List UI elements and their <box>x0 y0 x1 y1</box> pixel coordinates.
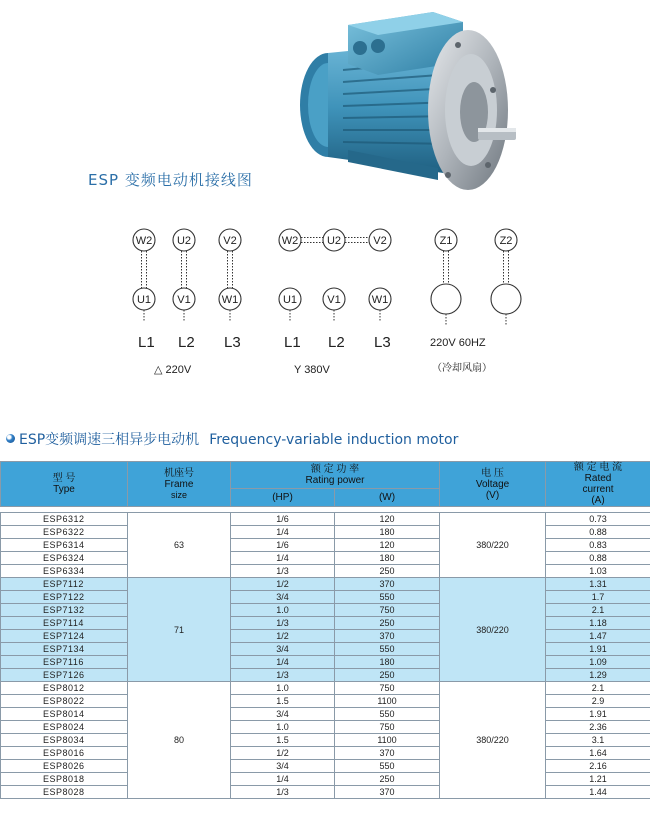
table-row <box>1 786 650 799</box>
delta-top-terminal-label: U2 <box>176 235 192 247</box>
cell-frame: 71 <box>128 578 231 682</box>
cell-hp: 1/3 <box>231 617 335 630</box>
cell-type: ESP6312 <box>1 513 128 526</box>
cell-type: ESP7114 <box>1 617 128 630</box>
cell-w: 1100 <box>335 734 440 747</box>
cell-w: 370 <box>335 747 440 760</box>
star-line-label: L1 <box>284 334 301 351</box>
delta-top-terminal-label: V2 <box>223 235 237 247</box>
star-line-label: L2 <box>328 334 345 351</box>
cell-w: 370 <box>335 578 440 591</box>
cell-w: 250 <box>335 773 440 786</box>
cell-current: 1.21 <box>546 773 650 786</box>
cell-hp: 1.0 <box>231 682 335 695</box>
cell-current: 1.18 <box>546 617 650 630</box>
header-hp: (HP) <box>231 488 335 506</box>
table-row <box>1 552 650 565</box>
cell-current: 1.91 <box>546 643 650 656</box>
cell-w: 550 <box>335 760 440 773</box>
table-row <box>1 565 650 578</box>
star-caption: Y 380V <box>294 364 330 376</box>
cell-current: 1.47 <box>546 630 650 643</box>
fan-terminal-label: Z2 <box>499 235 513 247</box>
table-row <box>1 630 650 643</box>
cell-current: 1.31 <box>546 578 650 591</box>
header-power: 额 定 功 率 Rating power <box>231 462 440 489</box>
delta-bottom-terminal-label: U1 <box>136 294 152 306</box>
cell-type: ESP7126 <box>1 669 128 682</box>
table-row <box>1 773 650 786</box>
cell-type: ESP7122 <box>1 591 128 604</box>
cell-hp: 1/4 <box>231 526 335 539</box>
cell-hp: 1/2 <box>231 747 335 760</box>
table-row <box>1 539 650 552</box>
table-row <box>1 669 650 682</box>
cell-hp: 1.0 <box>231 604 335 617</box>
cell-w: 750 <box>335 604 440 617</box>
cell-hp: 1.5 <box>231 695 335 708</box>
cell-current: 2.16 <box>546 760 650 773</box>
cell-w: 180 <box>335 656 440 669</box>
cell-current: 3.1 <box>546 734 650 747</box>
cell-voltage: 380/220 <box>440 578 546 682</box>
star-top-terminal-label: U2 <box>326 235 342 247</box>
cell-current: 2.9 <box>546 695 650 708</box>
delta-line-label: L3 <box>224 334 241 351</box>
cell-type: ESP7132 <box>1 604 128 617</box>
fan-note: （冷却风扇） <box>432 363 492 374</box>
cell-w: 180 <box>335 526 440 539</box>
cell-voltage: 380/220 <box>440 682 546 799</box>
table-row <box>1 591 650 604</box>
cell-type: ESP6314 <box>1 539 128 552</box>
cell-w: 370 <box>335 786 440 799</box>
cell-hp: 1/6 <box>231 513 335 526</box>
cell-current: 1.64 <box>546 747 650 760</box>
cell-type: ESP6324 <box>1 552 128 565</box>
cell-w: 750 <box>335 682 440 695</box>
cell-hp: 1/3 <box>231 786 335 799</box>
cell-hp: 3/4 <box>231 591 335 604</box>
cell-frame: 80 <box>128 682 231 799</box>
table-row <box>1 526 650 539</box>
cell-hp: 3/4 <box>231 760 335 773</box>
cell-w: 180 <box>335 552 440 565</box>
table-row <box>1 617 650 630</box>
cell-w: 550 <box>335 643 440 656</box>
cell-w: 250 <box>335 617 440 630</box>
fan-terminal-label: Z1 <box>439 235 453 247</box>
table-row <box>1 721 650 734</box>
cell-w: 550 <box>335 708 440 721</box>
cell-current: 1.03 <box>546 565 650 578</box>
spec-table-header <box>1 462 650 507</box>
cell-type: ESP8012 <box>1 682 128 695</box>
cell-type: ESP8016 <box>1 747 128 760</box>
star-bottom-terminal-label: U1 <box>282 294 298 306</box>
cell-hp: 1.0 <box>231 721 335 734</box>
table-row <box>1 747 650 760</box>
cell-voltage: 380/220 <box>440 513 546 578</box>
cell-current: 0.83 <box>546 539 650 552</box>
cell-hp: 1/4 <box>231 656 335 669</box>
star-top-terminal-label: V2 <box>373 235 387 247</box>
section-title <box>6 429 458 449</box>
header-w: (W) <box>335 488 440 506</box>
cell-type: ESP8018 <box>1 773 128 786</box>
star-bottom-terminal-label: V1 <box>327 294 341 306</box>
cell-type: ESP8024 <box>1 721 128 734</box>
bullet-icon <box>6 434 15 443</box>
cell-current: 0.88 <box>546 526 650 539</box>
table-row <box>1 643 650 656</box>
cell-type: ESP6322 <box>1 526 128 539</box>
cell-hp: 1/4 <box>231 773 335 786</box>
spec-table <box>0 461 650 799</box>
cell-w: 250 <box>335 565 440 578</box>
cell-hp: 1.5 <box>231 734 335 747</box>
star-top-terminal-label: W2 <box>281 235 299 247</box>
fan-circle <box>431 284 461 314</box>
header-current: 额 定 电 流 Rated current (A) <box>546 462 650 507</box>
cell-type: ESP6334 <box>1 565 128 578</box>
cell-hp: 1/2 <box>231 630 335 643</box>
table-row <box>1 578 650 591</box>
cell-type: ESP8022 <box>1 695 128 708</box>
header-frame: 机座号 Frame size <box>128 462 231 507</box>
cell-type: ESP7116 <box>1 656 128 669</box>
table-row <box>1 682 650 695</box>
header-voltage: 电 压 Voltage (V) <box>440 462 546 507</box>
cell-hp: 3/4 <box>231 643 335 656</box>
cell-current: 1.09 <box>546 656 650 669</box>
table-row <box>1 695 650 708</box>
cell-current: 1.91 <box>546 708 650 721</box>
cell-hp: 1/6 <box>231 539 335 552</box>
star-line-label: L3 <box>374 334 391 351</box>
cell-current: 2.36 <box>546 721 650 734</box>
star-bottom-terminal-label: W1 <box>371 294 389 306</box>
table-row <box>1 734 650 747</box>
table-row <box>1 604 650 617</box>
motor-image <box>288 0 520 200</box>
cell-type: ESP7112 <box>1 578 128 591</box>
fan-caption: 220V 60HZ <box>430 337 486 349</box>
table-row <box>1 513 650 526</box>
cell-current: 1.44 <box>546 786 650 799</box>
table-row <box>1 708 650 721</box>
cell-current: 1.29 <box>546 669 650 682</box>
cell-current: 2.1 <box>546 604 650 617</box>
cell-hp: 1/4 <box>231 552 335 565</box>
cell-type: ESP8028 <box>1 786 128 799</box>
cell-current: 2.1 <box>546 682 650 695</box>
cell-hp: 3/4 <box>231 708 335 721</box>
cell-type: ESP8026 <box>1 760 128 773</box>
cell-type: ESP8034 <box>1 734 128 747</box>
delta-bottom-terminal-label: V1 <box>177 294 191 306</box>
cell-type: ESP8014 <box>1 708 128 721</box>
spec-table-body <box>1 507 650 799</box>
fan-circle <box>491 284 521 314</box>
cell-w: 550 <box>335 591 440 604</box>
cell-w: 120 <box>335 513 440 526</box>
delta-line-label: L1 <box>138 334 155 351</box>
wiring-diagram <box>120 215 540 385</box>
cell-current: 0.88 <box>546 552 650 565</box>
cell-w: 120 <box>335 539 440 552</box>
delta-caption: △ 220V <box>154 364 192 376</box>
cell-frame: 63 <box>128 513 231 578</box>
delta-line-label: L2 <box>178 334 195 351</box>
cell-w: 1100 <box>335 695 440 708</box>
cell-w: 750 <box>335 721 440 734</box>
table-row <box>1 656 650 669</box>
cell-type: ESP7134 <box>1 643 128 656</box>
cell-type: ESP7124 <box>1 630 128 643</box>
cell-current: 0.73 <box>546 513 650 526</box>
delta-bottom-terminal-label: W1 <box>221 294 239 306</box>
table-row <box>1 760 650 773</box>
cell-hp: 1/2 <box>231 578 335 591</box>
cell-current: 1.7 <box>546 591 650 604</box>
cell-hp: 1/3 <box>231 669 335 682</box>
cell-w: 250 <box>335 669 440 682</box>
section-title-en: Frequency-variable induction motor <box>209 432 459 448</box>
delta-top-terminal-label: W2 <box>135 235 153 247</box>
cell-hp: 1/3 <box>231 565 335 578</box>
header-type: 型 号 Type <box>1 462 128 507</box>
wiring-diagram-title: ESP 变频电动机接线图 <box>88 171 253 189</box>
cell-w: 370 <box>335 630 440 643</box>
section-title-cn: ESP变频调速三相异步电动机 <box>19 432 200 448</box>
